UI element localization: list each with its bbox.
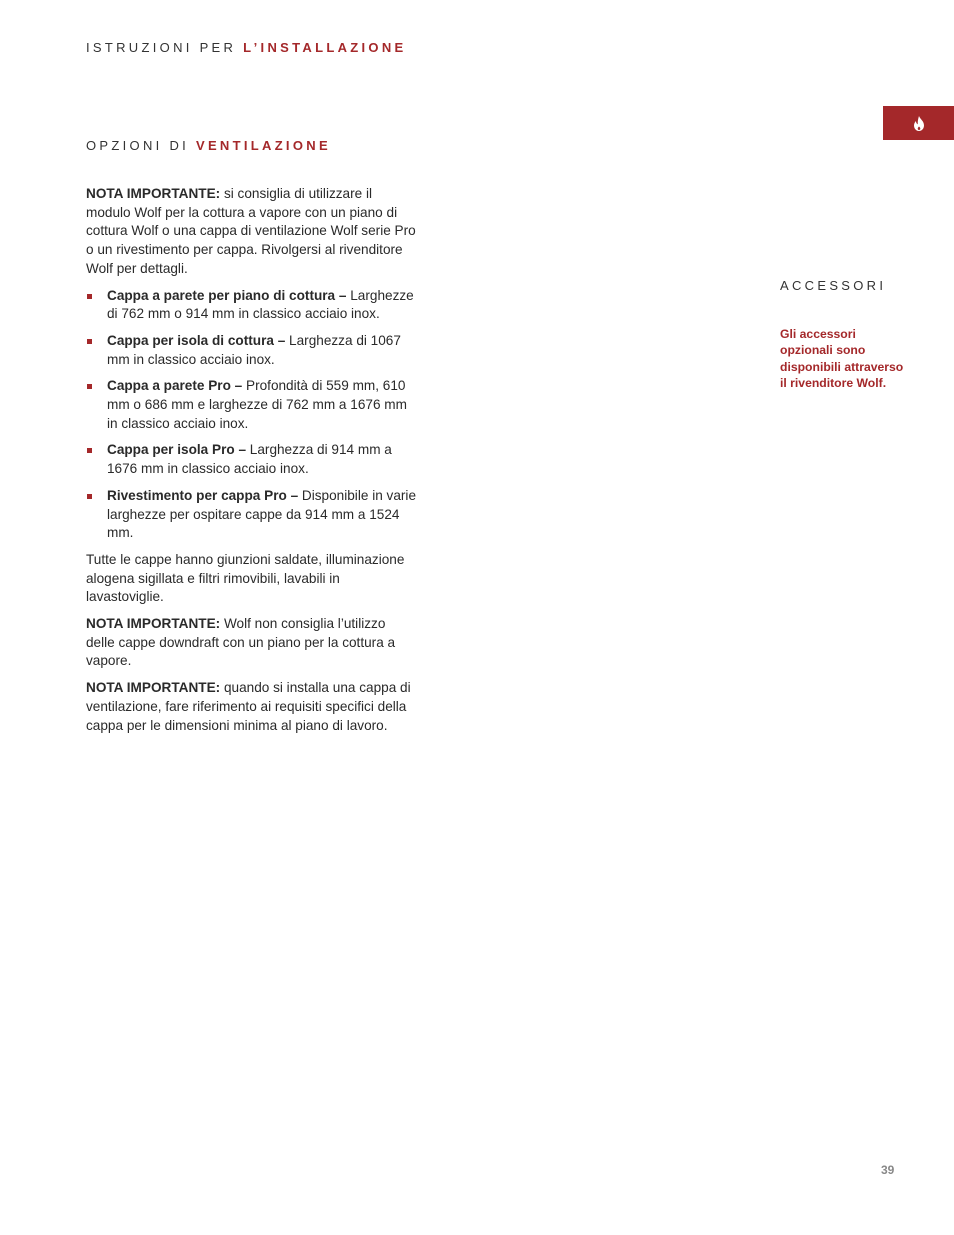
section-prefix: OPZIONI DI (86, 138, 196, 153)
bullet-icon (87, 384, 92, 389)
note3-label: NOTA IMPORTANTE: (86, 680, 221, 696)
section-tab (883, 106, 954, 140)
list-item (86, 441, 416, 478)
item-title: Rivestimento per cappa Pro – (107, 487, 299, 503)
item-title: Cappa a parete Pro – (107, 378, 243, 394)
sidebar-title: ACCESSORI (780, 278, 887, 293)
note2-label: NOTA IMPORTANTE: (86, 616, 221, 632)
note2-text: Wolf non consiglia l’utilizzo delle cappe downdraft con un piano per la cottura a vapore. (86, 616, 396, 669)
page-header (86, 40, 407, 55)
list-item (86, 287, 416, 324)
section-title (86, 138, 331, 153)
main-content (86, 185, 416, 743)
page-number: 39 (881, 1163, 895, 1177)
item-text: Disponibile in varie larghezze per ospitare cappe da 914 mm a 1524 mm. (107, 487, 417, 541)
intro-text: si consiglia di utilizzare il modulo Wolf per la cottura a vapore con un piano di cottura Wolf o una cappa di ventilazione Wolf serie Pro o un rivestimento per cappa. Rivolgersi al rivenditore Wolf per dettagli. (86, 186, 416, 276)
sidebar-note: Gli accessori opzionali sono disponibili attraverso il rivenditore Wolf. (780, 327, 904, 391)
flame-icon (913, 116, 925, 131)
item-text: Larghezza di 1067 mm in classico acciaio inox. (107, 332, 401, 367)
bullet-icon (87, 294, 92, 299)
bullet-icon (87, 448, 92, 453)
item-text: Larghezze di 762 mm o 914 mm in classico acciaio inox. (107, 287, 414, 322)
header-prefix: ISTRUZIONI PER (86, 40, 244, 55)
item-text: Larghezza di 914 mm a 1676 mm in classico acciaio inox. (107, 442, 392, 477)
item-title: Cappa per isola di cottura – (107, 332, 286, 348)
note3-text: quando si installa una cappa di ventilazione, fare riferimento ai requisiti specifici della cappa per le dimensioni minima al piano di lavoro. (86, 680, 411, 733)
item-title: Cappa a parete per piano di cottura – (107, 287, 347, 303)
hoods-paragraph: Tutte le cappe hanno giunzioni saldate, illuminazione alogena sigillata e filtri rimovibili, lavabili in lavastoviglie. (86, 551, 405, 605)
list-item (86, 332, 416, 369)
bullet-icon (87, 339, 92, 344)
section-emphasis: VENTILAZIONE (195, 138, 331, 153)
intro-note (86, 185, 416, 279)
bullet-icon (87, 494, 92, 499)
header-emphasis: L’INSTALLAZIONE (243, 40, 407, 55)
note-downdraft (86, 615, 416, 671)
intro-label: NOTA IMPORTANTE: (86, 186, 221, 201)
list-item (86, 487, 416, 543)
hood-list (86, 287, 416, 543)
item-text: Profondità di 559 mm, 610 mm o 686 mm e larghezze di 762 mm a 1676 mm in classico acciaio inox. (107, 378, 407, 431)
note-dimensions (86, 679, 416, 735)
item-title: Cappa per isola Pro – (107, 442, 247, 458)
list-item (86, 377, 416, 433)
